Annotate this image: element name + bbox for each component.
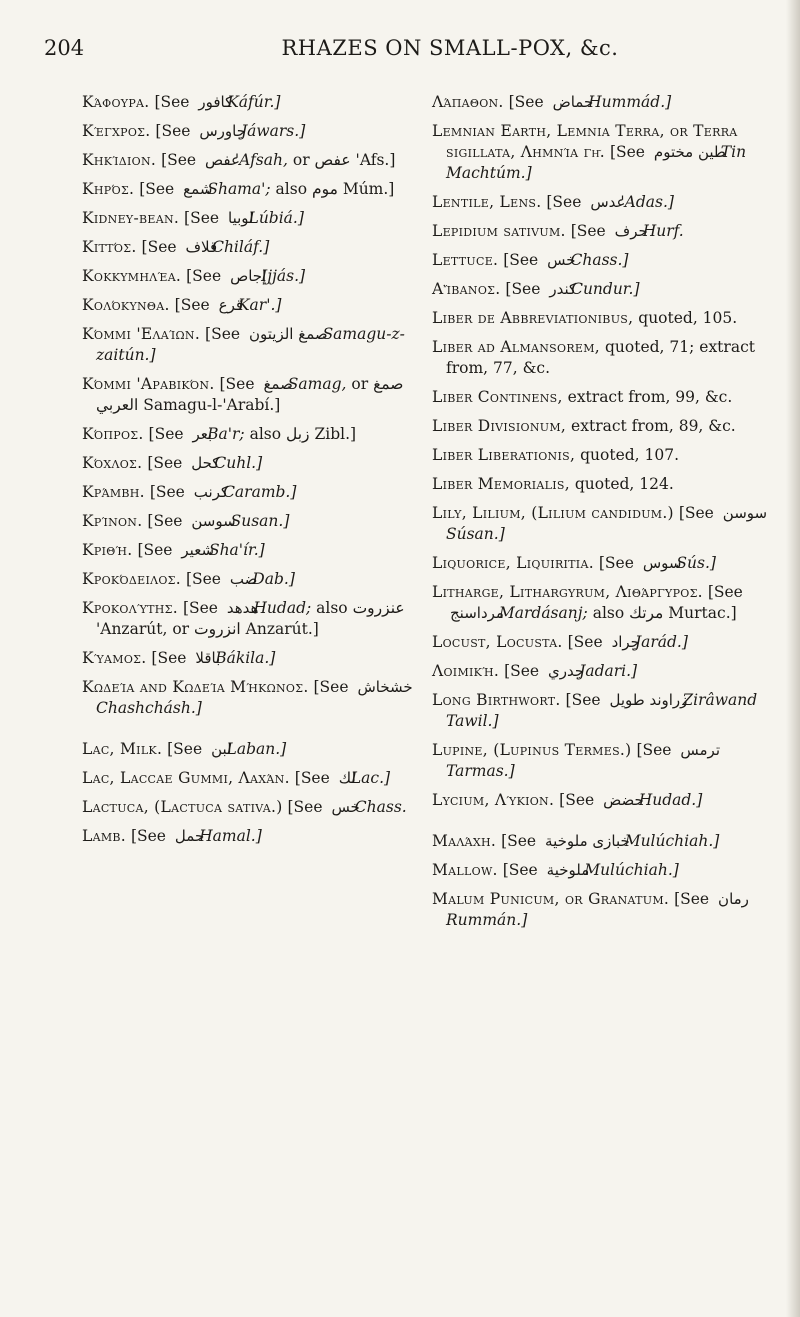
entry-reference: Sús.] <box>676 554 716 572</box>
entry-headword: Κόμμι 'Αραβικόν. <box>82 375 215 393</box>
entry-arabic: زراوند طويل <box>609 691 688 709</box>
entry-text: [See <box>167 740 203 758</box>
entry-arabic: حماض <box>552 93 594 111</box>
entry-arabic: صمغ <box>263 375 293 393</box>
entry-reference: Chass.] <box>570 251 629 269</box>
index-entry <box>82 179 412 200</box>
entry-text: [See <box>502 861 538 879</box>
entry-reference: Jáwars.] <box>240 122 306 140</box>
index-entry <box>432 221 762 242</box>
index-entry <box>82 324 412 366</box>
entry-arabic: صمغ الزيتون <box>248 325 328 343</box>
entry-arabic: خس <box>547 251 576 269</box>
entry-arabic: لبن <box>211 740 232 758</box>
entry-text: [See <box>609 143 645 161</box>
page-header <box>0 0 800 60</box>
entry-text: quoted, 124. <box>574 475 674 493</box>
entry-text: [See <box>184 209 220 227</box>
index-entry <box>432 831 762 852</box>
entry-arabic: رمان <box>718 890 749 908</box>
entry-continuation: or صمغ العربي Samagu-l-'Arabí.] <box>96 375 404 414</box>
entry-arabic: كافور <box>198 93 233 111</box>
entry-text: [See <box>565 691 601 709</box>
entry-reference: 'Afsah, <box>234 151 288 169</box>
index-entry <box>432 503 768 545</box>
entry-text: [See <box>636 741 672 759</box>
entry-headword: Liber Memorialis, <box>432 475 570 493</box>
entry-arabic: جراد <box>611 633 640 651</box>
page-number: 204 <box>44 36 85 60</box>
index-entry <box>82 826 412 847</box>
entry-reference: Súsan.] <box>446 525 505 543</box>
entry-reference: Lac.] <box>350 769 391 787</box>
entry-reference: Dab.] <box>252 570 295 588</box>
entry-headword: Κωδεία and Κωδεία Μήκωνος. <box>82 678 309 696</box>
page-edge-shadow <box>786 0 800 1317</box>
index-entry <box>82 92 412 113</box>
entry-text: quoted, 105. <box>638 309 738 327</box>
entry-continuation: also زبل Zibl.] <box>249 425 357 443</box>
entry-headword: Liquorice, Liquiritia. <box>432 554 594 572</box>
entry-reference: Bákila.] <box>215 649 276 667</box>
right-column <box>432 92 768 939</box>
entry-arabic: خس <box>331 798 360 816</box>
entry-reference: Hamal.] <box>199 827 262 845</box>
entry-arabic: شمع <box>183 180 213 198</box>
entry-arabic: خشخاش <box>357 678 413 696</box>
entry-reference: Jadari.] <box>579 662 638 680</box>
entry-reference: Samagu-z-zaitún.] <box>96 325 405 364</box>
index-entry <box>82 648 412 669</box>
entry-arabic: جدري <box>548 662 585 680</box>
index-entry <box>82 677 412 719</box>
entry-continuation: also مرتك Murtac.] <box>592 604 737 622</box>
entry-reference: Hummád.] <box>588 93 672 111</box>
entry-reference: Chass. <box>354 798 407 816</box>
entry-arabic: بعر <box>192 425 213 443</box>
index-entry <box>82 266 412 287</box>
entry-headword: Liber Continens, <box>432 388 563 406</box>
index-entry <box>82 295 412 316</box>
entry-headword: Lactuca, (Lactuca sativa.) <box>82 798 283 816</box>
entry-arabic: حمل <box>174 827 205 845</box>
index-entry <box>82 121 412 142</box>
entry-continuation: also عنزروت 'Anzarút, or انزروت Anzarút.] <box>96 599 405 638</box>
entry-headword: Κρίνον. <box>82 512 143 530</box>
entry-reference: Laban.] <box>226 740 287 758</box>
entry-reference: Mardásanj; <box>498 604 588 622</box>
entry-reference: Shama'; <box>207 180 271 198</box>
entry-text: [See <box>186 267 222 285</box>
entry-text: [See <box>294 769 330 787</box>
entry-reference: Tin Machtúm.] <box>446 143 747 182</box>
entry-headword: Κολόκυνθα. <box>82 296 170 314</box>
entry-arabic: سوس <box>642 554 682 572</box>
entry-text: [See <box>155 122 191 140</box>
entry-headword: Κροκολύτης. <box>82 599 178 617</box>
entry-headword: Kidney-bean. <box>82 209 180 227</box>
entry-headword: Αἴβανος. <box>432 280 501 298</box>
entry-text: [See <box>508 93 544 111</box>
entry-reference: Ijjás.] <box>261 267 306 285</box>
entry-arabic: شعير <box>181 541 215 559</box>
entry-reference: Mulúchiah.] <box>624 832 720 850</box>
entry-headword: Κόπρος. <box>82 425 144 443</box>
entry-headword: Κηκίδιον. <box>82 151 157 169</box>
entry-headword: Μαλάχη. <box>432 832 497 850</box>
index-entry <box>432 416 762 437</box>
entry-headword: Κράμβη. <box>82 483 145 501</box>
left-column <box>82 92 412 855</box>
entry-text: [See <box>570 222 606 240</box>
index-entry <box>432 889 762 931</box>
entry-arabic: لك <box>338 769 356 787</box>
entry-text: [See <box>678 504 714 522</box>
entry-arabic: ضب <box>229 570 258 588</box>
entry-headword: Locust, Locusta. <box>432 633 563 651</box>
entry-headword: Lupine, (Lupinus Termes.) <box>432 741 632 759</box>
entry-headword: Κριθή. <box>82 541 133 559</box>
index-entry <box>82 511 412 532</box>
entry-arabic: حضض <box>603 791 644 809</box>
entry-headword: Κύαμος. <box>82 649 147 667</box>
entry-text: [See <box>148 425 184 443</box>
entry-arabic: خبازى ملوخية <box>545 832 630 850</box>
index-entry <box>82 482 412 503</box>
entry-headword: Κοκκυμηλέα. <box>82 267 182 285</box>
index-entry <box>432 92 762 113</box>
entry-continuation: or عفص 'Afs.] <box>292 151 396 169</box>
entry-headword: Lamb. <box>82 827 127 845</box>
entry-headword: Liber Liberationis, <box>432 446 576 464</box>
entry-arabic: إجاص <box>230 267 267 285</box>
entry-headword: Κέγχρος. <box>82 122 151 140</box>
entry-text: [See <box>674 890 710 908</box>
entry-reference: 'Adas.] <box>620 193 674 211</box>
entry-arabic: كحل <box>191 454 220 472</box>
entry-arabic: كندر <box>549 280 577 298</box>
entry-arabic: لوبيا <box>228 209 254 227</box>
index-entry <box>82 540 412 561</box>
entry-headword: Κιττός. <box>82 238 137 256</box>
entry-text: [See <box>141 238 177 256</box>
entry-text: [See <box>567 633 603 651</box>
entry-arabic: ترمس <box>680 741 720 759</box>
entry-arabic: مرداسنج <box>450 604 504 622</box>
entry-reference: Kar'.] <box>237 296 282 314</box>
entry-text: [See <box>559 791 595 809</box>
entry-arabic: عفص <box>205 151 240 169</box>
entry-reference: Hudad; <box>253 599 312 617</box>
index-entry <box>432 690 762 732</box>
entry-text: [See <box>501 832 537 850</box>
entry-text: [See <box>137 541 173 559</box>
entry-text: [See <box>205 325 241 343</box>
entry-arabic: حرف <box>614 222 648 240</box>
entry-text: [See <box>546 193 582 211</box>
entry-text: [See <box>182 599 218 617</box>
index-entry <box>432 308 762 329</box>
entry-text: extract from, 99, &c. <box>567 388 733 406</box>
entry-headword: Κάφουρα. <box>82 93 150 111</box>
index-entry <box>82 739 412 760</box>
entry-arabic: سوسن <box>722 504 768 522</box>
entry-headword: Litharge, Lithargyrum, Λιθάργυρος. <box>432 583 703 601</box>
entry-arabic: هدهد <box>226 599 259 617</box>
entry-reference: Susan.] <box>230 512 290 530</box>
entry-reference: Mulúchiah.] <box>584 861 679 879</box>
entry-reference: Cundur.] <box>571 280 640 298</box>
entry-reference: Jarád.] <box>634 633 688 651</box>
index-entry <box>432 121 762 184</box>
entry-reference: Zirâwand Tawil.] <box>446 691 758 730</box>
entry-reference: Tarmas.] <box>446 762 515 780</box>
entry-headword: Liber de Abbreviationibus, <box>432 309 634 327</box>
index-entry <box>432 553 762 574</box>
entry-reference: Hudad.] <box>638 791 703 809</box>
entry-headword: Long Birthwort. <box>432 691 561 709</box>
index-entry <box>432 279 762 300</box>
entry-continuation: also موم Múm.] <box>275 180 395 198</box>
entry-headword: Lemnian Earth, Lemnia Terra, or Terra sigillata, Λημνία γῆ. <box>432 122 738 161</box>
entry-text: [See <box>504 662 540 680</box>
index-entry <box>432 632 762 653</box>
entry-arabic: باقلا <box>195 649 221 667</box>
entry-text: [See <box>149 483 185 501</box>
entry-headword: Lepidium sativum. <box>432 222 566 240</box>
entry-text: [See <box>505 280 541 298</box>
entry-arabic: جاورس <box>199 122 246 140</box>
entry-headword: Lycium, Λύκιον. <box>432 791 555 809</box>
entry-text: extract from, 89, &c. <box>571 417 736 435</box>
index-entry <box>432 860 762 881</box>
entry-headword: Malum Punicum, or Granatum. <box>432 890 670 908</box>
entry-headword: Λοιμική. <box>432 662 500 680</box>
entry-arabic: قرع <box>218 296 244 314</box>
entry-headword: Lac, Laccae Gummi, Λαχάν. <box>82 769 290 787</box>
entry-text: [See <box>154 93 190 111</box>
entry-reference: Chiláf.] <box>212 238 270 256</box>
index-entry <box>432 445 762 466</box>
entry-reference: Ba'r; <box>207 425 245 443</box>
entry-headword: Κόχλος. <box>82 454 143 472</box>
entry-headword: Κροκόδειλος. <box>82 570 181 588</box>
index-entry <box>82 453 412 474</box>
entry-text: [See <box>185 570 221 588</box>
index-entry <box>82 424 412 445</box>
entry-reference: Samag, <box>287 375 347 393</box>
entry-text: [See <box>139 180 175 198</box>
index-entry <box>82 768 412 789</box>
entry-text: [See <box>219 375 255 393</box>
entry-text: [See <box>313 678 349 696</box>
entry-text: [See <box>503 251 539 269</box>
entry-headword: Mallow. <box>432 861 498 879</box>
index-entry <box>82 208 412 229</box>
index-entry <box>432 582 762 624</box>
entry-arabic: سوسن <box>191 512 236 530</box>
entry-text: [See <box>174 296 210 314</box>
entry-text: [See <box>147 454 183 472</box>
entry-headword: Λάπαθον. <box>432 93 504 111</box>
index-entry <box>82 374 412 416</box>
entry-reference: Sha'ír.] <box>208 541 265 559</box>
entry-arabic: ملوخية <box>546 861 590 879</box>
entry-text: [See <box>287 798 323 816</box>
entry-arabic: قلاف <box>185 238 218 256</box>
entry-text: [See <box>130 827 166 845</box>
entry-reference: Caramb.] <box>223 483 297 501</box>
index-entry <box>82 237 412 258</box>
index-entry <box>432 192 762 213</box>
index-entry <box>432 250 762 271</box>
index-entry <box>432 474 762 495</box>
entry-arabic: كرنب <box>193 483 229 501</box>
entry-text: [See <box>707 583 743 601</box>
index-entry <box>82 797 412 818</box>
entry-headword: Liber ad Almansorem, <box>432 338 601 356</box>
entry-reference: Rummán.] <box>446 911 528 929</box>
index-entry <box>432 387 762 408</box>
running-title: RHAZES ON SMALL-POX, &c. <box>281 36 619 60</box>
entry-arabic: طين مختوم <box>653 143 726 161</box>
entry-headword: Liber Divisionum, <box>432 417 567 435</box>
entry-headword: Κόμμι 'Ελαίων. <box>82 325 201 343</box>
entry-text: [See <box>147 512 183 530</box>
entry-reference: Lúbiá.] <box>248 209 304 227</box>
index-entry <box>432 790 762 811</box>
entry-headword: Lentile, Lens. <box>432 193 542 211</box>
entry-headword: Lac, Milk. <box>82 740 163 758</box>
index-entry <box>432 661 762 682</box>
entry-reference: Cuhl.] <box>214 454 263 472</box>
entry-headword: Lily, Lilium, (Lilium candidum.) <box>432 504 674 522</box>
entry-reference: Káfúr.] <box>227 93 281 111</box>
entry-text: [See <box>161 151 197 169</box>
entry-text: quoted, 107. <box>580 446 680 464</box>
entry-reference: Hurf. <box>642 222 684 240</box>
index-entry <box>82 150 412 171</box>
entry-text: [See <box>598 554 634 572</box>
entry-arabic: عدس <box>590 193 626 211</box>
index-entry <box>432 740 762 782</box>
entry-reference: Chashchásh.] <box>96 699 202 717</box>
index-entry <box>82 598 412 640</box>
entry-headword: Lettuce. <box>432 251 499 269</box>
index-entry <box>432 337 762 379</box>
index-entry <box>82 569 412 590</box>
entry-text: [See <box>151 649 187 667</box>
entry-text: quoted, 71; extract from, 77, &c. <box>446 338 755 377</box>
entry-headword: Κηρός. <box>82 180 135 198</box>
